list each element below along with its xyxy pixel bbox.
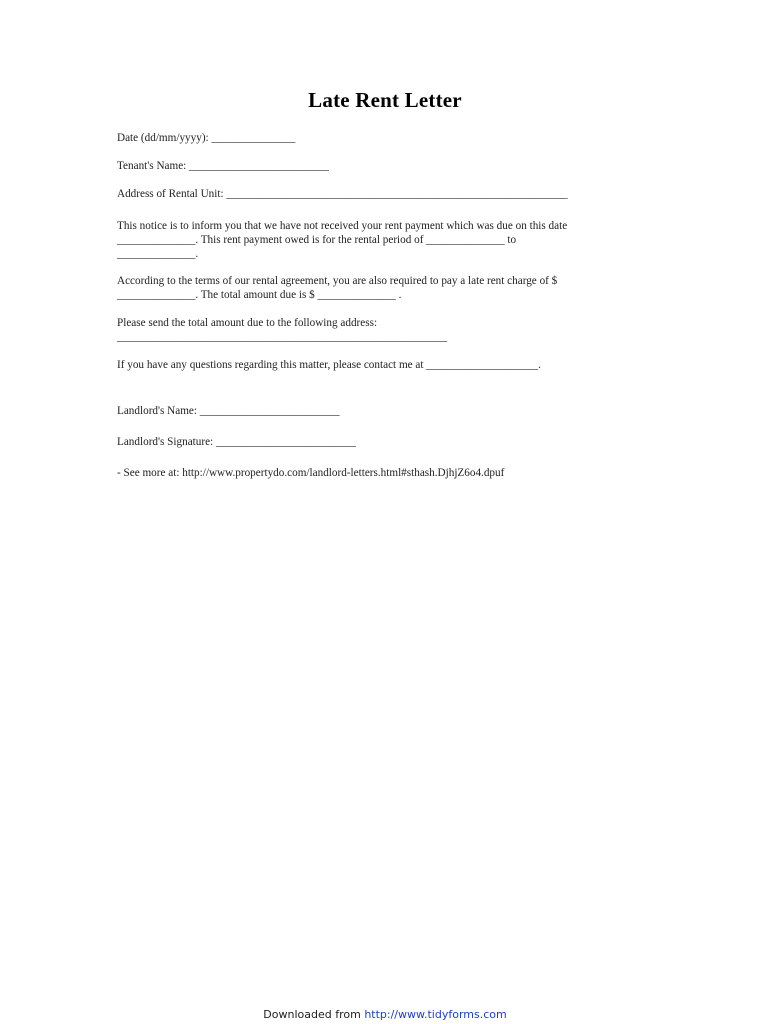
download-footer [0,1008,770,1021]
late-charge-paragraph [117,274,657,302]
footer-link[interactable]: http://www.tidyforms.com [364,1008,507,1021]
document-title: Late Rent Letter [308,88,462,112]
tenant-name-field-line: Tenant's Name: _________________________ [117,160,329,172]
late-charge-line: ______________. The total amount due is $ ______________ . [117,289,402,301]
rental-address-field-line: Address of Rental Unit: _____________________________________________________________ [117,188,568,200]
payment-address-blank: ___________________________________________________________ [117,331,448,343]
notice-line: This notice is to inform you that we have not received your rent payment which was due on this date [117,220,568,232]
payment-address-paragraph [117,316,657,344]
landlord-signature-field-line: Landlord's Signature: _________________________ [117,436,356,448]
payment-address-label: Please send the total amount due to the following address: [117,317,378,329]
late-charge-line: According to the terms of our rental agreement, you are also required to pay a late rent charge of $ [117,275,558,287]
notice-line: ______________. This rent payment owed is for the rental period of ______________ to [117,234,517,246]
notice-paragraph [117,219,657,261]
date-field-line: Date (dd/mm/yyyy): _______________ [117,132,296,144]
landlord-name-field-line: Landlord's Name: _________________________ [117,405,340,417]
notice-line: ______________. [117,248,199,260]
source-reference-line: - See more at: http://www.propertydo.com/landlord-letters.html#sthash.DjhjZ6o4.dpuf [117,467,505,479]
contact-line: If you have any questions regarding this matter, please contact me at ____________________. [117,359,541,371]
footer-prefix: Downloaded from [263,1008,365,1021]
